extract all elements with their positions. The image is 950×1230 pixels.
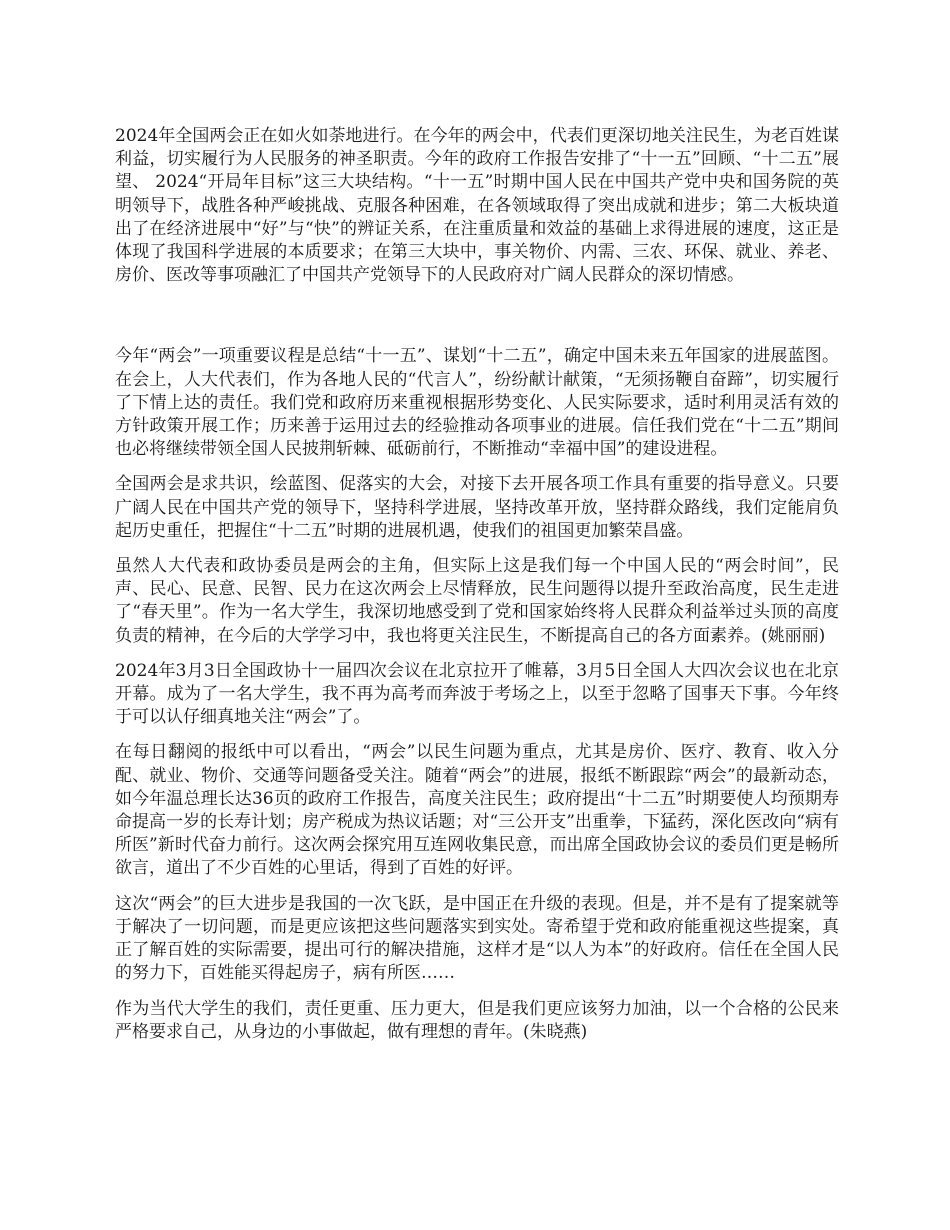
paragraph: 今年“两会”一项重要议程是总结“十一五”、谋划“十二五”，确定中国未来五年国家的进展蓝图。在会上，人大代表们，作为各地人民的“代言人”，纷纷献计献策，“无须扬鞭自奋蹄”，切实履行了下情上达的责任。我们党和政府历来重视根据形势变化、人民实际要求，适时利用灵活有效的方针政策开展工作；历来善于运用过去的经验推动各项事业的进展。信任我们党在“十二五”期间也必将继续带领全国人民披荆斩棘、砥砺前行，不断推动“幸福中国”的建设进程。 — [115, 346, 839, 460]
paragraph: 在每日翻阅的报纸中可以看出，“两会”以民生问题为重点，尤其是房价、医疗、教育、收入分配、就业、物价、交通等问题备受关注。随着“两会”的进展，报纸不断跟踪“两会”的最新动态，如今年温总理长达36页的政府工作报告，高度关注民生；政府提出“十二五”时期要使人均预期寿命提高一岁的长寿计划；房产税成为热议话题；对“三公开支”出重拳，下猛药，深化医改向“病有所医”新时代奋力前行。这次两会探究用互连网收集民意，而出席全国政协会议的委员们更是畅所欲言，道出了不少百姓的心里话，得到了百姓的好评。 — [115, 742, 839, 879]
paragraph: 这次“两会”的巨大进步是我国的一次飞跃，是中国正在升级的表现。但是，并不是有了提案就等于解决了一切问题，而是更应该把这些问题落实到实处。寄希望于党和政府能重视这些提案，真正了解百姓的实际需要，提出可行的解决措施，这样才是“以人为本”的好政府。信任在全国人民的努力下，百姓能买得起房子，病有所医…… — [115, 893, 839, 984]
paragraph: 作为当代大学生的我们，责任更重、压力更大，但是我们更应该努力加油，以一个合格的公民来严格要求自己，从身边的小事做起，做有理想的青年。(朱晓燕) — [115, 998, 839, 1042]
paragraph: 2024年全国两会正在如火如荼地进行。在今年的两会中，代表们更深切地关注民生，为老百姓谋利益，切实履行为人民服务的神圣职责。今年的政府工作报告安排了“十一五”回顾、“十二五”展望、 2024“开局年目标”这三大块结构。“十一五”时期中国人民在中国共产党中央和国务院的英明领导下，战胜各种严峻挑战、克服各种困难，在各领域取得了突出成就和进步；第二大板块道出了在经济进展中“好”与“快”的辨证关系，在注重质量和效益的基础上求得进展的速度，这正是体现了我国科学进展的本质要求；在第三大块中，事关物价、内需、三农、环保、就业、养老、房价、医改等事项融汇了中国共产党领导下的人民政府对广阔人民群众的深切情感。 — [115, 126, 839, 286]
document-body — [115, 125, 839, 1056]
paragraph: 全国两会是求共识，绘蓝图、促落实的大会，对接下去开展各项工作具有重要的指导意义。只要广阔人民在中国共产党的领导下，坚持科学进展，坚持改革开放，坚持群众路线，我们定能肩负起历史重任，把握住“十二五”时期的进展机遇，使我们的祖国更加繁荣昌盛。 — [115, 474, 839, 541]
paragraph: 虽然人大代表和政协委员是两会的主角，但实际上这是我们每一个中国人民的“两会时间”，民声、民心、民意、民智、民力在这次两会上尽情释放，民生问题得以提升至政治高度，民生走进了“春天里”。作为一名大学生，我深切地感受到了党和国家始终将人民群众利益举过头顶的高度负责的精神，在今后的大学学习中，我也将更关注民生，不断提高自己的各方面素养。(姚丽丽) — [115, 556, 839, 646]
paragraph: 2024年3月3日全国政协十一届四次会议在北京拉开了帷幕，3月5日全国人大四次会议也在北京开幕。成为了一名大学生，我不再为高考而奔波于考场之上，以至于忽略了国事天下事。今年终于可以认仔细真地关注“两会”了。 — [115, 660, 839, 728]
